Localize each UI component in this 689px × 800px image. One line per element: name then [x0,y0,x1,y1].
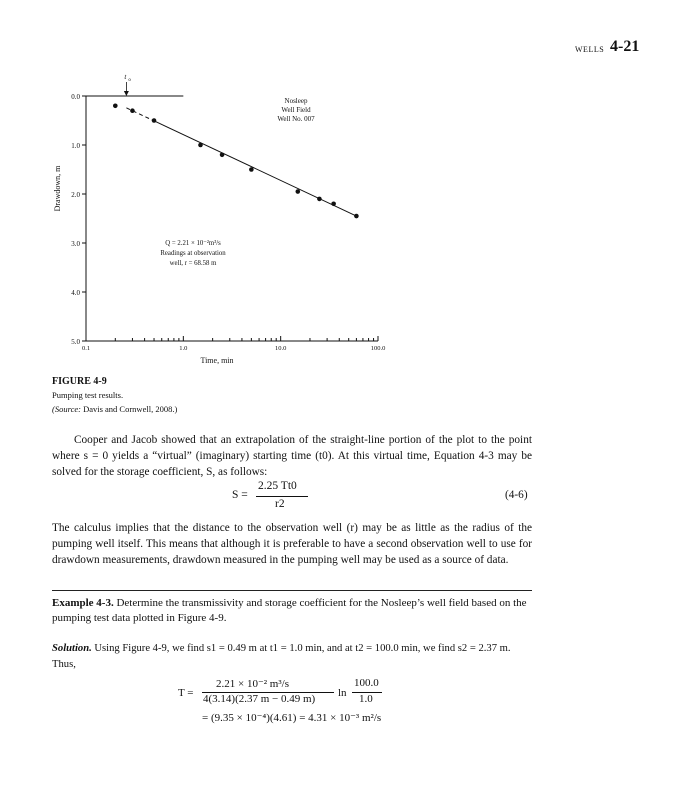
calc-ln: ln [338,687,347,699]
x-axis-label: Time, min [200,356,234,365]
calc-T-label: T = [178,687,194,699]
figure-source [52,404,177,414]
page-number: 4-21 [610,38,640,55]
data-point [113,104,118,109]
equation-denominator: r2 [275,498,285,510]
chart-title-line: Well Field [281,106,311,114]
chart-annotation-line: Q = 2.21 × 10⁻²m³/s [165,240,221,247]
solution-label: Solution. [52,643,92,654]
example-top-rule [52,590,532,591]
solution-text [52,641,532,673]
figure-caption: Pumping test results. [52,390,124,400]
running-header-section: WELLS [575,45,605,54]
figure-source-prefix: (Source: [52,404,81,414]
solution-body: Using Figure 4-9, we find s1 = 0.49 m at t1 = 1.0 min, and at t2 = 100.0 min, we find s2 = 2.37 m. Thus, [52,643,511,670]
example-4-3 [52,596,532,626]
equation-number: (4-6) [505,489,528,501]
transmissivity-calculation [178,677,438,737]
figure-label: FIGURE 4-9 [52,376,107,387]
y-tick-label: 1.0 [71,142,80,150]
calc-ln-numerator: 100.0 [354,677,379,689]
data-point [317,197,322,202]
pumping-test-chart [48,70,408,370]
data-point [296,189,301,194]
equation-fraction-bar [256,496,308,497]
chart-title-line: Well No. 007 [277,115,315,123]
t0-subscript: o [128,78,131,83]
data-point [220,153,225,158]
data-point [130,108,135,113]
t0-label: t [124,73,127,81]
x-tick-label: 0.1 [81,345,91,352]
y-axis-label: Drawdown, m [53,165,62,212]
y-tick-label: 0.0 [71,93,80,101]
chart-annotation-line: Readings at observation [160,250,226,257]
paragraph-calculus: The calculus implies that the distance to the observation well (r) may be as little as the radius of the pumping well itself. This means that although it is preferable to have a second observation well to use for drawdown measurements, drawdown measured in the pumping well may be used as a source of data. [52,522,532,566]
y-tick-label: 2.0 [71,191,80,199]
equation-lhs: S = [232,489,248,501]
calc-result: = (9.35 × 10⁻⁴)(4.61) = 4.31 × 10⁻³ m²/s [202,712,382,724]
x-tick-label: 1.0 [179,345,188,352]
y-tick-label: 5.0 [71,338,80,346]
x-tick-label: 100.0 [370,345,386,352]
chart-title-line: Nosleep [284,97,308,105]
example-text: Determine the transmissivity and storage coefficient for the Nosleep’s well field based on the pumping test data plotted in Figure 4-9. [52,597,527,624]
y-tick-label: 4.0 [71,289,80,297]
figure-source-text: Davis and Cornwell, 2008.) [80,404,178,414]
equation-4-6 [232,480,372,514]
fit-line [154,121,356,216]
x-tick-label: 10.0 [274,345,287,352]
example-label: Example 4-3. [52,597,114,609]
calc-numerator: 2.21 × 10⁻² m³/s [216,678,289,690]
data-point [152,118,157,123]
calc-ln-denominator: 1.0 [359,693,373,705]
chart-annotation-line: well, r = 68.58 m [169,260,217,267]
data-point [249,167,254,172]
t0-arrow-head [124,91,129,96]
data-point [331,202,336,207]
data-point [354,214,359,219]
equation-numerator: 2.25 Tt0 [258,480,297,492]
data-point [198,143,203,148]
calc-denominator: 4(3.14)(2.37 m − 0.49 m) [203,693,316,705]
paragraph-cooper-jacob: Cooper and Jacob showed that an extrapolation of the straight-line portion of the plot to the point where s = 0 yields a “virtual” (imaginary) starting time (t0). At this virtual time, Equation 4-3 may be solved for the storage coefficient, S, as follows: [52,434,532,478]
y-tick-label: 3.0 [71,240,80,248]
